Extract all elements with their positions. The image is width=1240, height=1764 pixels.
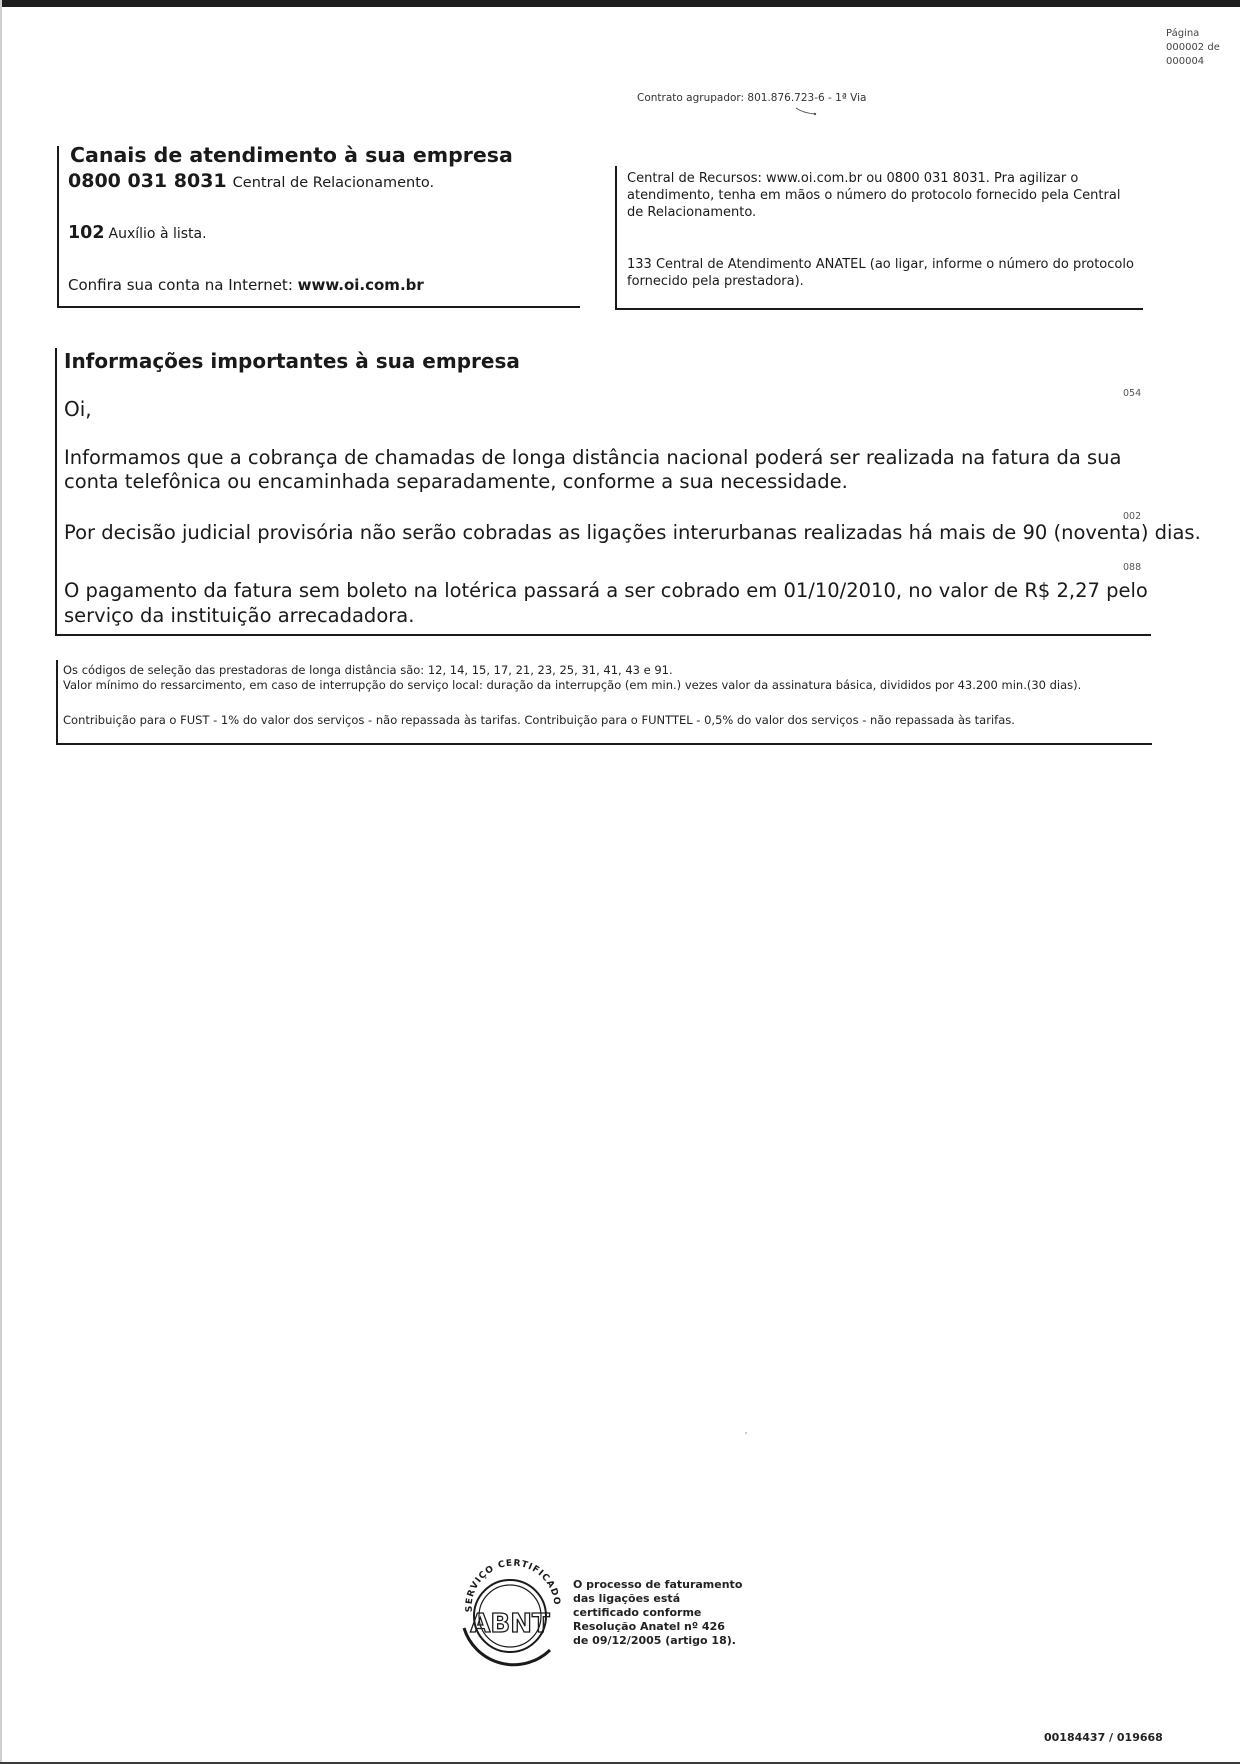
central-phone-description: Central de Relacionamento. bbox=[232, 175, 435, 191]
footer-code: 00184437 / 019668 bbox=[1044, 1731, 1163, 1744]
message-code: 002 bbox=[1123, 511, 1142, 522]
web-prefix: Confira sua conta na Internet: bbox=[68, 276, 293, 294]
anatel-text: 133 Central de Atendimento ANATEL (ao ligar, informe o número do protocolo fornecido pela prestadora). bbox=[627, 257, 1134, 289]
info-paragraph: Informamos que a cobrança de chamadas de longa distância nacional poderá ser realizada na fatura da sua conta telefônica ou encaminhada separadamente, conforme a sua necessidade. bbox=[64, 446, 1122, 493]
message-code: 088 bbox=[1123, 562, 1142, 573]
web-account-row bbox=[68, 276, 424, 294]
pen-mark-icon bbox=[795, 106, 817, 116]
abnt-seal-icon bbox=[450, 1550, 570, 1670]
left-edge-shadow bbox=[0, 0, 2, 1764]
fine-print-line: Os códigos de seleção das prestadoras de longa distância são: 12, 14, 15, 17, 21, 23, 25, 31, 41, 43 e 91. bbox=[63, 663, 673, 677]
page-label: Página bbox=[1166, 28, 1200, 39]
web-url-link[interactable]: www.oi.com.br bbox=[297, 276, 424, 294]
fine-print-line: Valor mínimo do ressarcimento, em caso de interrupção do serviço local: duração da interrupção (em min.) vezes valor da assinatura básica, divididos por 43.200 min.(30 dias). bbox=[63, 678, 1082, 692]
service-channels-title: Canais de atendimento à sua empresa bbox=[70, 143, 513, 167]
central-phone-number: 0800 031 8031 bbox=[68, 170, 227, 192]
important-info-title: Informações importantes à sua empresa bbox=[64, 349, 520, 373]
directory-assistance-description: Auxílio à lista. bbox=[108, 226, 207, 242]
info-paragraph: Por decisão judicial provisória não serão cobradas as ligações interurbanas realizadas há mais de 90 (noventa) dias. bbox=[64, 521, 1201, 544]
page-current: 000002 de bbox=[1166, 42, 1220, 53]
fine-print-line: Contribuição para o FUST - 1% do valor dos serviços - não repassada às tarifas. Contribuição para o FUNTTEL - 0,5% do valor dos serviços - não repassada às tarifas. bbox=[63, 713, 1015, 727]
seal-letters: ABNT bbox=[470, 1609, 550, 1639]
page-number bbox=[1166, 27, 1220, 69]
certification-text: O processo de faturamento das ligações está certificado conforme Resolução Anatel nº 426 de 09/12/2005 (artigo 18). bbox=[573, 1578, 743, 1647]
seal-arc-text: SERVIÇO CERTIFICADO bbox=[464, 1558, 562, 1613]
scan-speck bbox=[745, 1432, 747, 1434]
directory-assistance-number: 102 bbox=[68, 223, 105, 243]
central-recursos-text: Central de Recursos: www.oi.com.br ou 0800 031 8031. Pra agilizar o atendimento, tenha em mãos o número do protocolo fornecido pela Central de Relacionamento. bbox=[627, 171, 1121, 220]
top-edge-bar bbox=[0, 0, 1240, 7]
greeting: Oi, bbox=[64, 397, 92, 421]
contract-number: Contrato agrupador: 801.876.723-6 - 1ª Via bbox=[637, 92, 867, 104]
info-paragraph: O pagamento da fatura sem boleto na lotérica passará a ser cobrado em 01/10/2010, no valor de R$ 2,27 pelo serviço da instituição arrecadadora. bbox=[64, 579, 1148, 627]
message-code: 054 bbox=[1123, 388, 1142, 399]
directory-assistance-row bbox=[68, 223, 207, 243]
page-total: 000004 bbox=[1166, 56, 1205, 67]
central-phone-row bbox=[68, 170, 434, 192]
